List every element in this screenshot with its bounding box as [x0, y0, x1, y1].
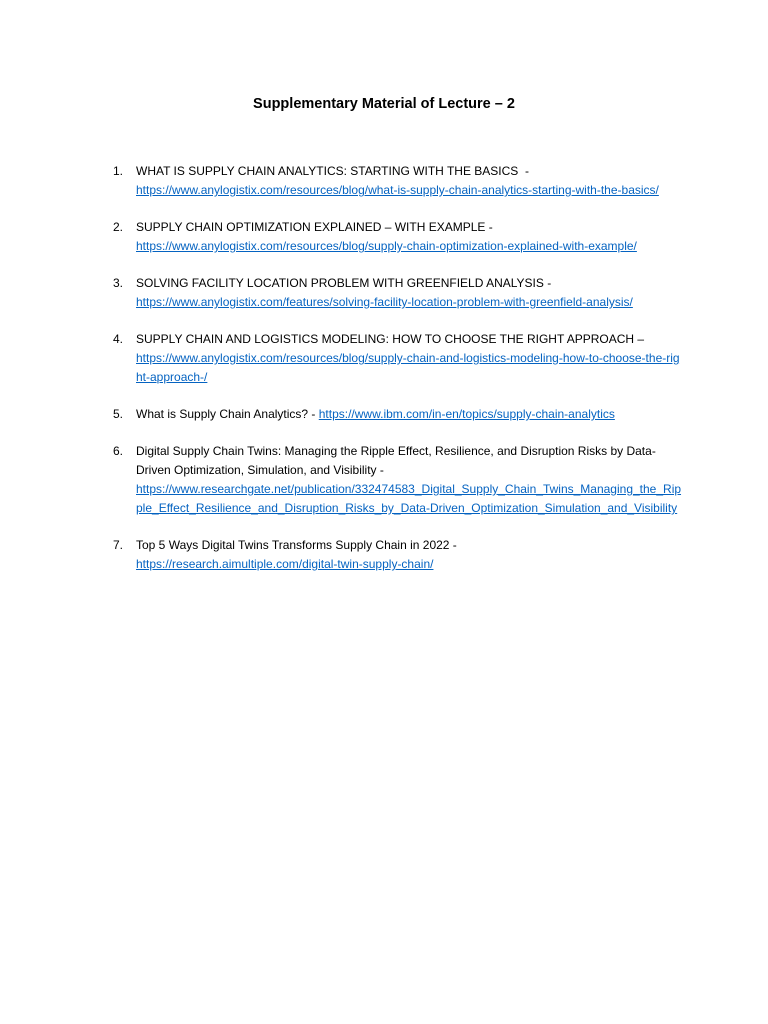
- item-title: Digital Supply Chain Twins: Managing the Ripple Effect, Resilience, and Disruption Risks by Data-Driven Optimization, Simulation, and Visibility -: [136, 444, 656, 477]
- reference-link[interactable]: https://www.anylogistix.com/resources/blog/supply-chain-optimization-explained-with-example/: [136, 239, 637, 253]
- list-item: [113, 330, 683, 387]
- reference-link[interactable]: https://www.researchgate.net/publication/332474583_Digital_Supply_Chain_Twins_Managing_the_Ripple_Effect_Resilience_and_Disruption_Risks_by_Data-Driven_Optimization_Simulation_and_Visibility: [136, 482, 682, 515]
- item-title: SUPPLY CHAIN OPTIMIZATION EXPLAINED – WITH EXAMPLE -: [136, 220, 497, 234]
- item-number: 7.: [113, 538, 124, 552]
- item-number: 3.: [113, 276, 124, 290]
- list-item: [113, 218, 683, 256]
- reference-link[interactable]: https://www.ibm.com/in-en/topics/supply-chain-analytics: [318, 407, 615, 421]
- item-title: WHAT IS SUPPLY CHAIN ANALYTICS: STARTING WITH THE BASICS -: [136, 164, 533, 178]
- list-item: [113, 274, 683, 312]
- item-number: 5.: [113, 407, 124, 421]
- page-title: Supplementary Material of Lecture – 2: [253, 96, 515, 112]
- item-number: 6.: [113, 444, 124, 458]
- list-item: [113, 162, 683, 200]
- item-number: 2.: [113, 220, 124, 234]
- item-title: What is Supply Chain Analytics? -: [136, 407, 319, 421]
- list-item: [113, 536, 683, 574]
- reference-link[interactable]: https://www.anylogistix.com/features/solving-facility-location-problem-with-greenfield-analysis/: [136, 295, 633, 309]
- item-number: 4.: [113, 332, 124, 346]
- list-item: [113, 405, 683, 424]
- reference-link[interactable]: https://www.anylogistix.com/resources/blog/what-is-supply-chain-analytics-starting-with-the-basics/: [136, 183, 659, 197]
- item-title: SUPPLY CHAIN AND LOGISTICS MODELING: HOW TO CHOOSE THE RIGHT APPROACH –: [136, 332, 648, 346]
- item-title: Top 5 Ways Digital Twins Transforms Supply Chain in 2022 -: [136, 538, 461, 552]
- item-number: 1.: [113, 164, 124, 178]
- reference-list: [113, 162, 683, 592]
- list-item: [113, 442, 683, 518]
- item-title: SOLVING FACILITY LOCATION PROBLEM WITH GREENFIELD ANALYSIS -: [136, 276, 555, 290]
- reference-link[interactable]: https://www.anylogistix.com/resources/blog/supply-chain-and-logistics-modeling-how-to-choose-the-right-approach-/: [136, 351, 680, 384]
- reference-link[interactable]: https://research.aimultiple.com/digital-twin-supply-chain/: [136, 557, 434, 571]
